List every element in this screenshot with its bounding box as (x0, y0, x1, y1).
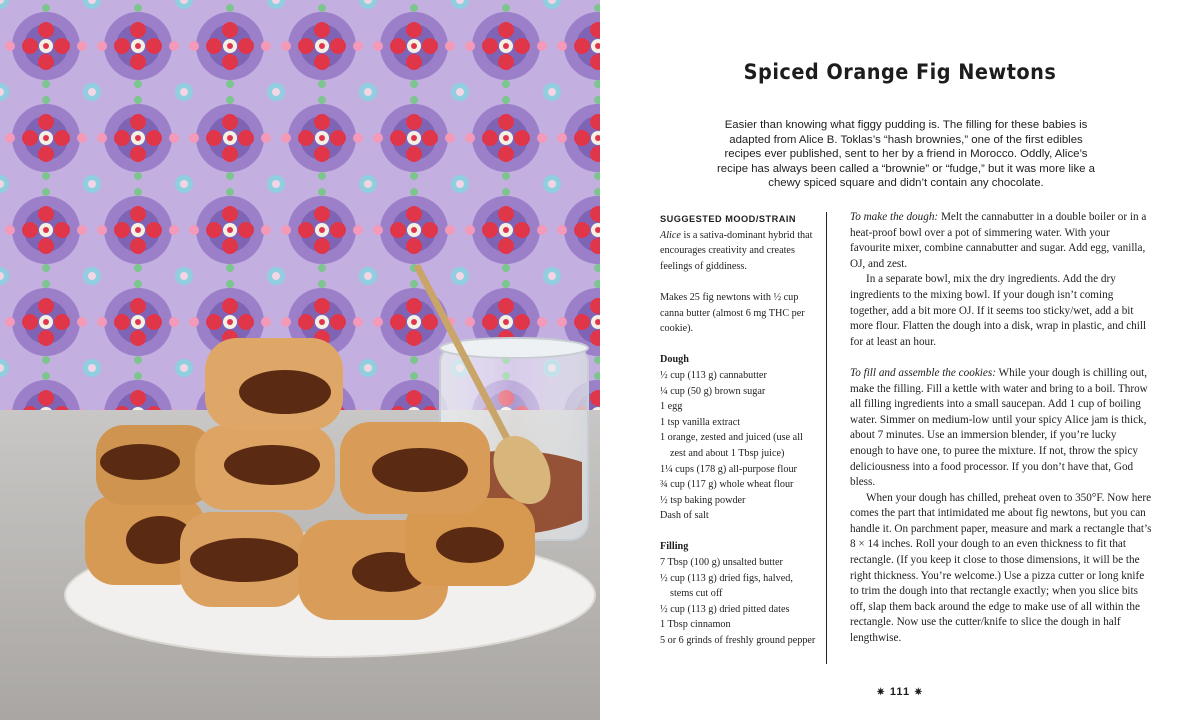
dough-ingredient: ¾ cup (117 g) whole wheat flour (660, 479, 794, 491)
strain-text: is a sativa-dominant hybrid that encourages creativity and creates feelings of giddiness. (660, 229, 813, 272)
fill-step-text: While your dough is chilling out, make the filling. Fill a kettle with water and bring to a boil. Throw all filling ingredients into a small saucepan. Add 1 cup of boiling water. Simmer on medium-low until your spicy Alice jam is thick, about 7 minutes. Use an immersion blender, if you’re lucky enough to have one, to puree the mixture. If not, throw the spicy deliciousness into a food processor. If you don’t have that, God bless. (850, 366, 1148, 489)
dough-ingredient: 1 orange, zested and juiced (use all zest and about 1 Tbsp juice) (660, 432, 803, 459)
ingredients-column (660, 212, 818, 649)
recipe-intro: Easier than knowing what figgy pudding is. The filling for these babies is adapted from Alice B. Toklas’s “hash brownies,” one of the first edibles recipes ever published, sent to her by a friend in Morocco. Oddly, Alice’s recipe has always been called a “brownie” or “fudge,” but it was more like a chewy spiced square and didn’t contain any chocolate. (717, 119, 1095, 190)
filling-ingredient: 7 Tbsp (100 g) unsalted butter (660, 557, 783, 569)
page-number: 111 (889, 686, 911, 698)
yield-note: Makes 25 fig newtons with ½ cup canna butter (almost 6 mg THC per cookie). (660, 291, 805, 335)
dough-step-lead: To make the dough: (850, 211, 939, 223)
dough-step-2: In a separate bowl, mix the dry ingredients. Add the dry ingredients to the mixing bowl. If your dough isn’t coming together, add a bit more OJ. If it seems too sticky/wet, add a bit more flour. Flatten the dough into a disk, wrap in plastic, and chill for at least an hour. (850, 273, 1147, 348)
dough-step (850, 210, 1152, 272)
leaf-ornament-icon: ✷ (876, 686, 886, 698)
mood-strain-heading: SUGGESTED MOOD/STRAIN (660, 214, 797, 224)
fill-step-lead: To fill and assemble the cookies: (850, 366, 996, 379)
column-divider (826, 212, 827, 664)
leaf-ornament-icon: ✷ (914, 686, 924, 698)
dough-ingredient: 1¼ cups (178 g) all-purpose flour (660, 463, 797, 475)
dough-ingredient: 1 tsp vanilla extract (660, 416, 741, 428)
dough-ingredient: ½ tsp baking powder (660, 494, 746, 506)
fill-step (850, 366, 1152, 491)
dough-ingredient: Dash of salt (660, 510, 709, 522)
recipe-page (600, 0, 1200, 720)
strain-name: Alice (660, 229, 681, 241)
strain-description (660, 228, 818, 275)
dough-ingredient: 1 egg (660, 401, 683, 413)
dough-ingredient: ½ cup (113 g) cannabutter (660, 369, 767, 381)
filling-ingredient: ½ cup (113 g) dried figs, halved, stems cut off (660, 572, 793, 600)
fill-step-2: When your dough has chilled, preheat oven to 350°F. Now here comes the part that intimidated me about fig newtons, but you can handle it. On parchment paper, measure and mark a rectangle that’s 8 × 14 inches. Roll your dough to an even thickness to fit that rectangle. (If you keep it close to those dimensions, it will be the right thickness. You’re welcome.) Use a pizza cutter or long knife to trim the dough into that rectangle exactly; when you slice bits off, slap them back around the edge to make use of all within the rectangle. Now use the cutter/knife to slice the dough in half lengthwise. (850, 491, 1152, 645)
recipe-title: Spiced Orange Fig Newtons (743, 60, 1057, 84)
method-column (850, 210, 1152, 647)
filling-ingredient: ½ cup (113 g) dried pitted dates (660, 603, 790, 615)
filling-heading: Filling (660, 541, 689, 553)
filling-ingredient: 1 Tbsp cinnamon (660, 619, 731, 631)
dough-ingredient: ¼ cup (50 g) brown sugar (660, 385, 766, 397)
dough-step-text: Melt the cannabutter in a double boiler or in a heat-proof bowl over a pot of simmering water. With your favourite mixer, combine cannabutter and sugar. Add egg, vanilla, OJ, and zest. (850, 211, 1147, 270)
filling-ingredient: 5 or 6 grinds of freshly ground pepper (660, 635, 816, 647)
dough-heading: Dough (660, 354, 689, 366)
page-footer (600, 686, 1200, 698)
